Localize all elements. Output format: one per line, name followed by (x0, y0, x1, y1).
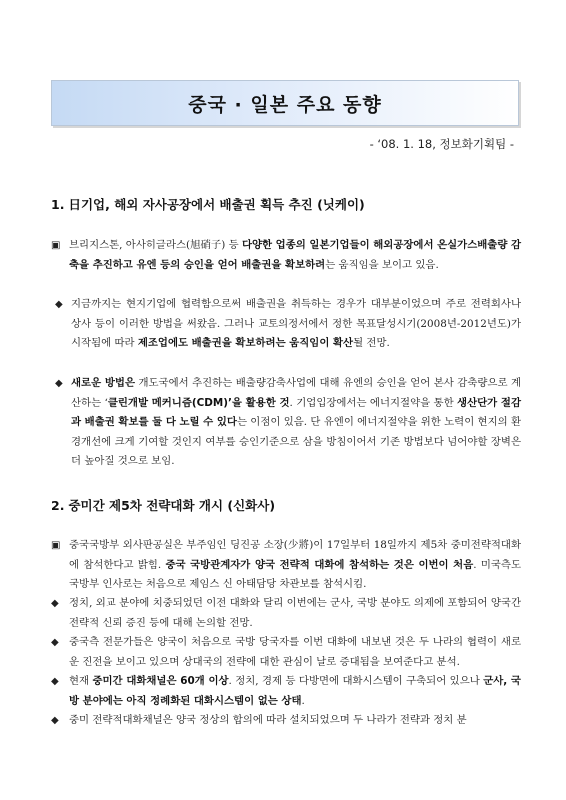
dateline: - ‘08. 1. 18, 정보화기획팀 - (369, 137, 514, 151)
text-run: . 기업입장에서는 에너지절약을 통한 (289, 396, 458, 409)
emphasis-text: 제조업에도 배출권을 확보하려는 움직임이 확산 (137, 337, 354, 349)
emphasis-text: 중국 국방관계자가 양국 전략적 대화에 참석하는 것은 이번이 처음 (165, 558, 474, 571)
paragraph-text (71, 374, 521, 472)
title-banner (51, 80, 519, 126)
diamond-bullet-icon: ◆ (51, 715, 59, 726)
section-2-item-0 (51, 536, 521, 595)
section-1-number: 1. (51, 197, 65, 212)
section-2-number: 2. (51, 498, 65, 513)
section-2-item-1 (51, 594, 521, 633)
text-run: 현재 (69, 675, 93, 687)
diamond-bullet-icon: ◆ (51, 598, 59, 609)
section-2-item-2 (51, 633, 521, 672)
paragraph-text (69, 711, 521, 731)
square-bullet-icon: ▣ (51, 540, 61, 551)
text-run: 는 움직임을 보이고 있음. (325, 258, 439, 271)
text-run: 브리지스톤, 아사히글라스(旭硝子) 등 (69, 239, 242, 251)
text-run: . 미국측도 국방부 인사로는 처음으로 제임스 신 아태담당 차관보를 참석시킴. (69, 558, 521, 590)
section-1-title: 日기업, 해외 자사공장에서 배출권 획득 추진 (닛케이) (68, 197, 365, 212)
text-run: 중미 전략적대화채널은 양국 정상의 합의에 따라 설치되었으며 두 나라가 전략과 정치 분 (69, 714, 467, 726)
text-run: 정치, 외교 분야에 치중되었던 이전 대화와 달리 이번에는 군사, 국방 분야도 의제에 포함되어 양국간 전략적 신뢰 증진 등에 대해 논의할 전망. (69, 597, 521, 629)
section-2-item-4 (51, 711, 521, 731)
text-run: 될 전망. (353, 337, 390, 349)
section-1-item-2 (55, 374, 521, 472)
paragraph-text (69, 633, 521, 672)
text-run: . (301, 694, 305, 707)
text-run: . 정치, 경제 등 다방면에 대화시스템이 구축되어 있으나 (228, 675, 484, 687)
emphasis-text: 클린개발 메커니즘(CDM)’을 활용한 것 (107, 396, 290, 409)
section-2-item-3 (51, 672, 521, 711)
paragraph-text (69, 536, 521, 595)
emphasis-text: 군사, 국방 분야에는 아직 정례화된 대화시스템이 없는 상태 (69, 675, 521, 707)
text-run: 는 이점이 있음. 단 유엔이 에너지절약을 위한 노력이 현지의 환경개선에 크게 기여할 것인지 여부를 승인기준으로 삼을 방침이어서 기존 방법보다 넘어야할 장벽은 더 높아질 것으로 보임. (71, 416, 522, 467)
section-1-item-0 (51, 236, 521, 275)
text-run: 중국측 전문가들은 양국이 처음으로 국방 당국자를 이번 대화에 내보낸 것은 두 나라의 협력이 새로운 진전을 보이고 있으며 상대국의 전략에 대한 관심이 날로 증대됨을 보여준다고 분석. (69, 636, 521, 668)
text-run: 지금까지는 현지기업에 협력함으로써 배출권을 취득하는 경우가 대부분이었으며 주로 전력회사나 상사 등이 이러한 방법을 써왔음. 그러나 교토의정서에서 정한 목표달성시기(2008년-2012년도)가 시작됨에 따라 (71, 298, 521, 349)
section-2-title: 중미간 제5차 전략대화 개시 (신화사) (68, 498, 276, 513)
paragraph-text (69, 236, 521, 275)
text-run: 중국국방부 외사판공실은 부주임인 딩진공 소장(少將)이 17일부터 18일까지 제5차 중미전략적대화에 참석한다고 밝힘. (69, 539, 521, 571)
square-bullet-icon: ▣ (51, 240, 61, 251)
paragraph-text (71, 295, 521, 354)
section-1-heading (51, 195, 365, 213)
page-title: 중국 · 일본 주요 동향 (188, 93, 382, 116)
emphasis-text: 다양한 업종의 일본기업들이 해외공장에서 온실가스배출량 감축을 추진하고 유엔 등의 승인을 얻어 배출권을 확보하려 (69, 239, 522, 271)
section-2-heading (51, 496, 275, 514)
section-1-item-1 (55, 295, 521, 354)
emphasis-text: 중미간 대화채널은 60개 이상 (92, 675, 229, 687)
paragraph-text (69, 672, 521, 711)
diamond-bullet-icon: ◆ (55, 299, 63, 310)
diamond-bullet-icon: ◆ (51, 676, 59, 687)
text-run: 개도국에서 추진하는 배출량감축사업에 대해 유엔의 승인을 얻어 본사 감축량으로 계산하는 ‘ (71, 377, 521, 409)
paragraph-text (69, 594, 521, 633)
diamond-bullet-icon: ◆ (55, 378, 63, 389)
emphasis-text: 생산단가 절감과 배출권 확보를 둘 다 노릴 수 있다 (71, 396, 521, 428)
diamond-bullet-icon: ◆ (51, 637, 59, 648)
emphasis-text: 새로운 방법은 (71, 377, 136, 389)
